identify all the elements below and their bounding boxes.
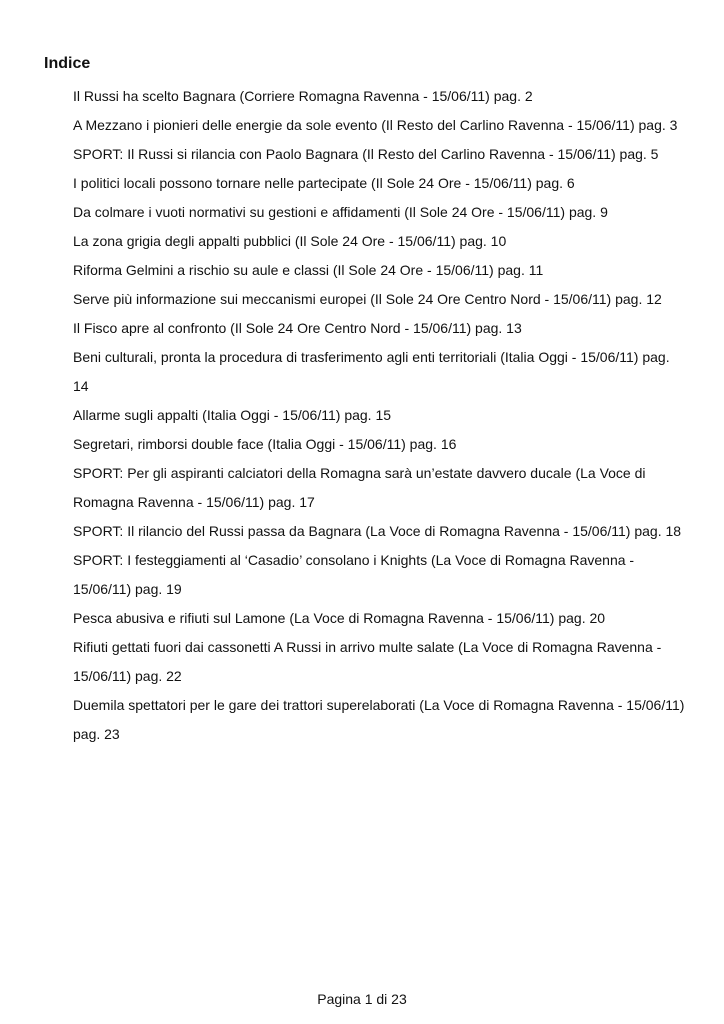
index-entry-7: Riforma Gelmini a rischio su aule e classi (Il Sole 24 Ore - 15/06/11) pag. 11 [73,262,544,278]
index-entry-5: Da colmare i vuoti normativi su gestioni e affidamenti (Il Sole 24 Ore - 15/06/11) pag. 9 [73,204,608,220]
index-entry-18: Duemila spettatori per le gare dei trattori superelaborati (La Voce di Romagna Ravenna - 15/06/11) pag. 23 [73,697,685,742]
index-entry-15: SPORT: I festeggiamenti al ‘Casadio’ consolano i Knights (La Voce di Romagna Ravenna - 15/06/11) pag. 19 [73,552,635,597]
index-entry-14: SPORT: Il rilancio del Russi passa da Bagnara (La Voce di Romagna Ravenna - 15/06/11) pag. 18 [73,523,682,539]
index-title: Indice [44,55,91,72]
index-entry-9: Il Fisco apre al confronto (Il Sole 24 Ore Centro Nord - 15/06/11) pag. 13 [73,320,522,336]
index-entry-2: A Mezzano i pionieri delle energie da sole evento (Il Resto del Carlino Ravenna - 15/06/11) pag. 3 [73,117,678,133]
index-entry-16: Pesca abusiva e rifiuti sul Lamone (La Voce di Romagna Ravenna - 15/06/11) pag. 20 [73,610,606,626]
index-entry-11: Allarme sugli appalti (Italia Oggi - 15/06/11) pag. 15 [73,407,392,423]
index-entry-13: SPORT: Per gli aspiranti calciatori della Romagna sarà un’estate davvero ducale (La Voce di Romagna Ravenna - 15/06/11) pag. 17 [73,465,646,510]
index-entry-3: SPORT: Il Russi si rilancia con Paolo Bagnara (Il Resto del Carlino Ravenna - 15/06/11) pag. 5 [73,146,659,162]
index-entry-1: Il Russi ha scelto Bagnara (Corriere Romagna Ravenna - 15/06/11) pag. 2 [73,88,533,104]
index-entry-8: Serve più informazione sui meccanismi europei (Il Sole 24 Ore Centro Nord - 15/06/11) pag. 12 [73,291,662,307]
index-entry-10: Beni culturali, pronta la procedura di trasferimento agli enti territoriali (Italia Oggi - 15/06/11) pag. 14 [73,349,670,394]
index-entry-12: Segretari, rimborsi double face (Italia Oggi - 15/06/11) pag. 16 [73,436,457,452]
index-list [73,82,685,749]
index-entry-17: Rifiuti gettati fuori dai cassonetti A Russi in arrivo multe salate (La Voce di Romagna Ravenna - 15/06/11) pag. 22 [73,639,662,684]
page-footer: Pagina 1 di 23 [317,991,407,1007]
index-entry-4: I politici locali possono tornare nelle partecipate (Il Sole 24 Ore - 15/06/11) pag. 6 [73,175,575,191]
index-entry-6: La zona grigia degli appalti pubblici (Il Sole 24 Ore - 15/06/11) pag. 10 [73,233,507,249]
